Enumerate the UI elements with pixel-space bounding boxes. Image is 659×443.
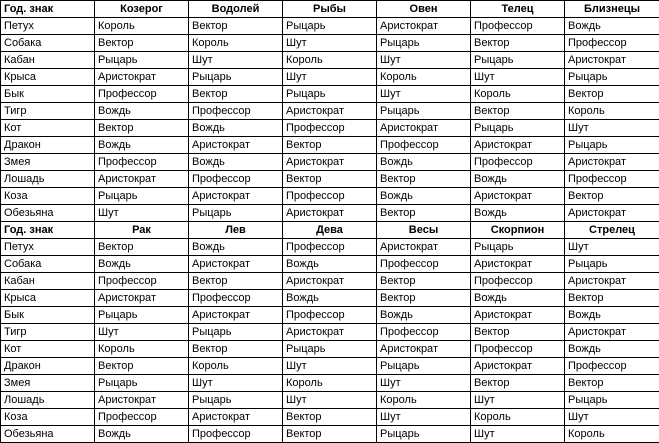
table-cell: Шут	[95, 324, 189, 341]
table-cell: Аристократ	[565, 154, 659, 171]
table-cell: Вектор	[189, 18, 283, 35]
table-cell: Вектор	[377, 290, 471, 307]
table-cell: Профессор	[189, 103, 283, 120]
table-cell: Король	[565, 103, 659, 120]
table-cell: Шут	[565, 120, 659, 137]
table-cell: Вектор	[95, 120, 189, 137]
table-cell: Аристократ	[471, 188, 565, 205]
table-row	[1, 290, 659, 307]
table-row	[1, 341, 659, 358]
table-cell: Шут	[189, 375, 283, 392]
table-cell: Король	[95, 341, 189, 358]
table-cell: Аристократ	[95, 171, 189, 188]
table-cell: Рыцарь	[95, 52, 189, 69]
table-cell: Король	[283, 375, 377, 392]
table-cell: Король	[189, 35, 283, 52]
column-header-zodiac: Дева	[283, 222, 377, 239]
table-cell: Вождь	[471, 290, 565, 307]
table-cell: Рыцарь	[565, 69, 659, 86]
table-cell: Аристократ	[189, 188, 283, 205]
table-cell: Профессор	[189, 171, 283, 188]
table-cell: Рыцарь	[189, 392, 283, 409]
table-cell: Король	[471, 86, 565, 103]
table-cell: Вождь	[95, 256, 189, 273]
table-cell: Вектор	[283, 426, 377, 443]
table-cell: Аристократ	[377, 239, 471, 256]
table-cell: Вектор	[189, 86, 283, 103]
table-row	[1, 409, 659, 426]
row-label-year-sign: Коза	[1, 188, 95, 205]
row-label-year-sign: Собака	[1, 35, 95, 52]
table-cell: Вектор	[471, 375, 565, 392]
table-cell: Король	[565, 426, 659, 443]
column-header-zodiac: Стрелец	[565, 222, 659, 239]
column-header-zodiac: Козерог	[95, 1, 189, 18]
table-cell: Вождь	[189, 154, 283, 171]
column-header-year-sign: Год. знак	[1, 1, 95, 18]
table-cell: Вектор	[95, 239, 189, 256]
table-cell: Аристократ	[283, 324, 377, 341]
row-label-year-sign: Дракон	[1, 137, 95, 154]
table-cell: Вектор	[377, 171, 471, 188]
table-cell: Вождь	[95, 426, 189, 443]
table-row	[1, 154, 659, 171]
table-cell: Профессор	[189, 426, 283, 443]
table-cell: Аристократ	[471, 307, 565, 324]
table-cell: Профессор	[283, 120, 377, 137]
table-cell: Вождь	[95, 137, 189, 154]
column-header-zodiac: Близнецы	[565, 1, 659, 18]
table-cell: Рыцарь	[283, 86, 377, 103]
table-cell: Профессор	[377, 324, 471, 341]
table-cell: Шут	[283, 69, 377, 86]
table-cell: Вождь	[189, 120, 283, 137]
table-cell: Рыцарь	[377, 103, 471, 120]
table-cell: Профессор	[95, 273, 189, 290]
table-row	[1, 86, 659, 103]
table-cell: Аристократ	[377, 18, 471, 35]
table-cell: Аристократ	[283, 103, 377, 120]
table-cell: Вождь	[471, 171, 565, 188]
row-label-year-sign: Бык	[1, 307, 95, 324]
table-row	[1, 205, 659, 222]
table-cell: Профессор	[565, 35, 659, 52]
table-cell: Шут	[283, 392, 377, 409]
table-cell: Рыцарь	[377, 358, 471, 375]
table-cell: Аристократ	[377, 120, 471, 137]
table-row	[1, 256, 659, 273]
table-row	[1, 52, 659, 69]
column-header-zodiac: Овен	[377, 1, 471, 18]
table-cell: Профессор	[189, 290, 283, 307]
table-cell: Рыцарь	[377, 426, 471, 443]
table-cell: Аристократ	[95, 290, 189, 307]
table-cell: Рыцарь	[189, 205, 283, 222]
row-label-year-sign: Кот	[1, 120, 95, 137]
row-label-year-sign: Кабан	[1, 52, 95, 69]
row-label-year-sign: Крыса	[1, 290, 95, 307]
table-cell: Рыцарь	[471, 52, 565, 69]
table-row	[1, 120, 659, 137]
table-row	[1, 273, 659, 290]
table-row	[1, 358, 659, 375]
column-header-zodiac: Телец	[471, 1, 565, 18]
table-cell: Профессор	[471, 18, 565, 35]
table-cell: Профессор	[283, 188, 377, 205]
table-cell: Вектор	[189, 273, 283, 290]
table-cell: Аристократ	[189, 409, 283, 426]
row-label-year-sign: Обезьяна	[1, 205, 95, 222]
table-cell: Вождь	[95, 103, 189, 120]
table-cell: Шут	[377, 409, 471, 426]
table-cell: Вектор	[565, 188, 659, 205]
column-header-year-sign: Год. знак	[1, 222, 95, 239]
table-cell: Король	[283, 52, 377, 69]
table-cell: Шут	[565, 239, 659, 256]
table-row	[1, 69, 659, 86]
table-cell: Аристократ	[189, 137, 283, 154]
table-row	[1, 239, 659, 256]
table-cell: Вождь	[565, 18, 659, 35]
table-row	[1, 18, 659, 35]
table-cell: Вождь	[377, 154, 471, 171]
row-label-year-sign: Змея	[1, 154, 95, 171]
row-label-year-sign: Петух	[1, 239, 95, 256]
table-cell: Аристократ	[565, 324, 659, 341]
table-row	[1, 171, 659, 188]
header-row	[1, 1, 659, 18]
table-cell: Аристократ	[283, 273, 377, 290]
row-label-year-sign: Бык	[1, 86, 95, 103]
table-cell: Вектор	[565, 290, 659, 307]
table-cell: Рыцарь	[565, 392, 659, 409]
table-cell: Вождь	[283, 290, 377, 307]
table-cell: Вектор	[189, 341, 283, 358]
table-cell: Профессор	[471, 154, 565, 171]
table-cell: Шут	[283, 358, 377, 375]
table-cell: Вождь	[189, 239, 283, 256]
table-cell: Рыцарь	[189, 324, 283, 341]
row-label-year-sign: Лошадь	[1, 392, 95, 409]
table-cell: Вектор	[377, 205, 471, 222]
table-cell: Рыцарь	[565, 256, 659, 273]
table-cell: Рыцарь	[95, 307, 189, 324]
table-cell: Король	[471, 409, 565, 426]
table-cell: Король	[377, 69, 471, 86]
column-header-zodiac: Водолей	[189, 1, 283, 18]
column-header-zodiac: Лев	[189, 222, 283, 239]
column-header-zodiac: Рак	[95, 222, 189, 239]
table-row	[1, 103, 659, 120]
table-cell: Вектор	[283, 171, 377, 188]
table-cell: Вождь	[565, 341, 659, 358]
table-row	[1, 307, 659, 324]
column-header-zodiac: Скорпион	[471, 222, 565, 239]
table-cell: Рыцарь	[565, 137, 659, 154]
row-label-year-sign: Тигр	[1, 103, 95, 120]
table-cell: Шут	[189, 52, 283, 69]
table-cell: Вождь	[471, 205, 565, 222]
table-cell: Шут	[471, 426, 565, 443]
row-label-year-sign: Дракон	[1, 358, 95, 375]
table-cell: Профессор	[377, 256, 471, 273]
table-cell: Вектор	[283, 409, 377, 426]
table-cell: Шут	[471, 69, 565, 86]
table-cell: Аристократ	[565, 52, 659, 69]
table-cell: Аристократ	[189, 256, 283, 273]
table-cell: Шут	[377, 375, 471, 392]
table-cell: Вождь	[565, 307, 659, 324]
table-cell: Король	[189, 358, 283, 375]
table-row	[1, 35, 659, 52]
table-row	[1, 188, 659, 205]
row-label-year-sign: Собака	[1, 256, 95, 273]
table-cell: Вектор	[471, 103, 565, 120]
table-cell: Аристократ	[95, 69, 189, 86]
table-cell: Рыцарь	[283, 18, 377, 35]
table-cell: Шут	[377, 86, 471, 103]
table-row	[1, 137, 659, 154]
row-label-year-sign: Петух	[1, 18, 95, 35]
table-cell: Аристократ	[377, 341, 471, 358]
table-cell: Шут	[95, 205, 189, 222]
table-cell: Аристократ	[565, 273, 659, 290]
table-cell: Профессор	[565, 358, 659, 375]
table-row	[1, 392, 659, 409]
table-row	[1, 375, 659, 392]
row-label-year-sign: Коза	[1, 409, 95, 426]
table-cell: Аристократ	[471, 256, 565, 273]
table-cell: Вектор	[471, 35, 565, 52]
table-cell: Вектор	[95, 35, 189, 52]
table-cell: Рыцарь	[95, 375, 189, 392]
column-header-zodiac: Весы	[377, 222, 471, 239]
table-cell: Аристократ	[471, 358, 565, 375]
row-label-year-sign: Кабан	[1, 273, 95, 290]
table-cell: Вектор	[471, 324, 565, 341]
table-cell: Аристократ	[283, 205, 377, 222]
row-label-year-sign: Лошадь	[1, 171, 95, 188]
row-label-year-sign: Крыса	[1, 69, 95, 86]
table-cell: Шут	[565, 409, 659, 426]
table-cell: Аристократ	[189, 307, 283, 324]
table-cell: Профессор	[471, 273, 565, 290]
table-cell: Вектор	[283, 137, 377, 154]
table-cell: Вождь	[283, 256, 377, 273]
table-cell: Профессор	[565, 171, 659, 188]
row-label-year-sign: Змея	[1, 375, 95, 392]
table-cell: Вектор	[565, 375, 659, 392]
table-row	[1, 426, 659, 443]
table-cell: Рыцарь	[471, 120, 565, 137]
table-cell: Аристократ	[95, 392, 189, 409]
table-cell: Профессор	[95, 86, 189, 103]
table-cell: Вождь	[377, 307, 471, 324]
table-row	[1, 324, 659, 341]
table-cell: Аристократ	[471, 137, 565, 154]
column-header-zodiac: Рыбы	[283, 1, 377, 18]
table-cell: Вождь	[377, 188, 471, 205]
table-cell: Рыцарь	[189, 69, 283, 86]
table-cell: Профессор	[283, 239, 377, 256]
table-cell: Профессор	[471, 341, 565, 358]
table-cell: Вектор	[377, 273, 471, 290]
table-cell: Король	[377, 392, 471, 409]
table-cell: Аристократ	[565, 205, 659, 222]
table-cell: Шут	[377, 52, 471, 69]
table-cell: Король	[95, 18, 189, 35]
table-cell: Рыцарь	[377, 35, 471, 52]
table-cell: Профессор	[377, 137, 471, 154]
row-label-year-sign: Тигр	[1, 324, 95, 341]
table-cell: Аристократ	[283, 154, 377, 171]
table-cell: Вектор	[565, 86, 659, 103]
table-cell: Профессор	[95, 154, 189, 171]
row-label-year-sign: Обезьяна	[1, 426, 95, 443]
table-cell: Профессор	[95, 409, 189, 426]
table-cell: Вектор	[95, 358, 189, 375]
table-cell: Рыцарь	[95, 188, 189, 205]
table-cell: Шут	[471, 392, 565, 409]
table-cell: Профессор	[283, 307, 377, 324]
row-label-year-sign: Кот	[1, 341, 95, 358]
table-cell: Рыцарь	[471, 239, 565, 256]
table-cell: Рыцарь	[283, 341, 377, 358]
table-body	[1, 1, 659, 443]
header-row	[1, 222, 659, 239]
table-cell: Шут	[283, 35, 377, 52]
